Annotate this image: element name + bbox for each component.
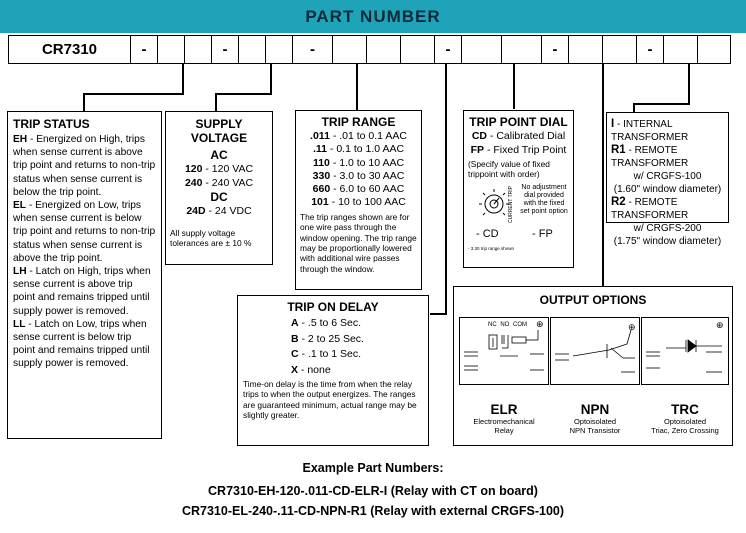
voltage-code: 24D: [186, 205, 206, 217]
range-code: 330: [312, 169, 331, 182]
pn-cell: [333, 36, 367, 63]
relay-schematic-icon: [460, 318, 548, 384]
transformer-desc: (1.60" window diameter): [613, 184, 722, 195]
pn-cell: [158, 36, 185, 63]
pn-cell-dash: -: [212, 36, 239, 63]
transformer-desc: - REMOTE TRANSFORMER: [611, 145, 689, 169]
dial-code: FP: [470, 143, 485, 156]
dc-label: DC: [210, 190, 228, 204]
option-line1: Electromechanical: [473, 417, 535, 426]
dial-item: [468, 130, 569, 144]
trip-status-code: LH: [13, 266, 27, 278]
voltage-code: 120: [184, 163, 203, 175]
supply-voltage-note: All supply voltage tolerances are ± 10 %: [170, 228, 252, 249]
delay-code: X: [291, 363, 299, 376]
pn-cell: [239, 36, 266, 63]
cd-label: - CD: [476, 227, 499, 240]
transformer-code: R2: [611, 196, 626, 208]
trip-status-item: [13, 318, 156, 371]
delay-desc: - .5 to 6 Sec.: [298, 317, 362, 329]
trip-point-dial-box: [463, 110, 574, 268]
fp-label: - FP: [532, 227, 553, 240]
trip-on-delay-title: TRIP ON DELAY: [287, 300, 379, 314]
transformer-desc: - REMOTE TRANSFORMER: [611, 197, 689, 221]
trip-range-item: [300, 143, 417, 156]
pn-cell-dash: -: [131, 36, 158, 63]
trip-status-desc: - Latch on Low, trips when sense current is below trip point and remains tripped until supply power is removed.: [13, 318, 150, 370]
ac-label: AC: [210, 148, 228, 162]
delay-item: [291, 332, 423, 348]
fp-note: No adjustment dial provided with the fixed set point option: [520, 183, 568, 216]
header-title: PART NUMBER: [305, 6, 441, 26]
option-line2: NPN Transistor: [569, 426, 621, 435]
transistor-schematic-icon: [551, 318, 639, 384]
terminal-com-label: COM: [513, 322, 528, 328]
trip-status-desc: - Latch on High, trips when sense current is above trip point and remains tripped until supply power is removed.: [13, 266, 151, 317]
supply-voltage-item: [170, 162, 268, 176]
trip-range-note: The trip ranges shown are for one wire pass through the window opening. The trip range may be proportionally lowered with additional wire passes through the window.: [300, 211, 417, 274]
transformer-code: I: [611, 118, 615, 130]
pn-cell: [401, 36, 435, 63]
range-code: 101: [311, 196, 329, 209]
dial-desc: - Fixed Trip Point: [484, 143, 567, 156]
dial-note: (Specify value of fixed trippoint with order): [468, 159, 550, 180]
terminal-nc-label: NC: [488, 322, 497, 328]
delay-code: B: [291, 332, 299, 345]
pn-cell: [185, 36, 212, 63]
option-line1: Optoisolated: [663, 417, 707, 426]
transformer-item: [611, 118, 724, 144]
trip-point-dial-title: TRIP POINT DIAL: [469, 115, 568, 129]
pn-cell-dash: -: [542, 36, 569, 63]
transformer-desc: w/ CRGFS-200: [633, 223, 702, 234]
range-code: .11: [312, 143, 327, 156]
supply-voltage-item: [170, 204, 268, 218]
dial-item: [468, 144, 569, 158]
range-code: .011: [310, 130, 330, 142]
range-code: 110: [312, 156, 330, 169]
voltage-code: 240: [184, 177, 203, 189]
pn-cell-dash: -: [435, 36, 462, 63]
option-trc: [641, 402, 729, 435]
option-line1: Optoisolated: [573, 417, 617, 426]
trip-status-code: EL: [13, 200, 27, 212]
range-desc: - 10 to 100 AAC: [328, 196, 406, 209]
voltage-desc: - 24 VDC: [205, 205, 252, 217]
dial-desc: - Calibrated Dial: [486, 130, 566, 142]
transformer-item: [611, 196, 724, 248]
transformer-box: [606, 112, 729, 247]
elr-diagram: [459, 317, 549, 385]
trc-diagram: [641, 317, 729, 385]
trip-status-desc: - Energized on High, trips when sense current is above trip point and returns to non-trip status when sense current is below the trip point.: [13, 134, 156, 198]
option-code: NPN: [580, 402, 610, 417]
plus-icon: ⊕: [628, 322, 636, 332]
trip-range-item: [300, 157, 417, 170]
part-number-header: [0, 0, 746, 33]
trip-range-box: [295, 110, 422, 290]
output-options-box: [453, 286, 733, 446]
trip-status-item: [13, 199, 156, 265]
option-code: TRC: [671, 402, 699, 417]
delay-desc: - none: [298, 363, 331, 376]
option-code: ELR: [490, 402, 518, 417]
plus-icon: ⊕: [536, 319, 544, 329]
range-desc: - .01 to 0.1 AAC: [329, 130, 407, 142]
trip-status-desc: - Energized on Low, trips when sense current is below trip point and returns to non-trip status when sense current is above the trip point.: [13, 200, 156, 264]
range-desc: - 1.0 to 10 AAC: [329, 156, 405, 169]
trip-status-code: EH: [13, 134, 28, 145]
voltage-desc: - 240 VAC: [202, 177, 254, 189]
supply-voltage-box: [165, 111, 273, 265]
dial-small-note: - 3.30 trip range shown: [468, 245, 515, 251]
pn-cell-dash: -: [293, 36, 333, 63]
trip-range-title: TRIP RANGE: [321, 115, 396, 129]
trip-status-code: LL: [13, 318, 26, 330]
example-line: CR7310-EH-120-.011-CD-ELR-I (Relay with CT on board): [208, 484, 538, 498]
delay-code: A: [291, 317, 299, 329]
transformer-desc: - INTERNAL TRANSFORMER: [611, 119, 689, 143]
trip-status-item: [13, 265, 156, 318]
part-number-row: [8, 35, 731, 64]
pn-cell-model: CR7310: [9, 36, 131, 63]
supply-voltage-item: [170, 176, 268, 190]
delay-desc: - 2 to 25 Sec.: [298, 332, 364, 345]
plus-icon: ⊕: [716, 320, 724, 330]
option-elr: [459, 402, 549, 435]
option-npn: [550, 402, 640, 435]
range-desc: - 3.0 to 30 AAC: [330, 169, 405, 182]
delay-desc: - .1 to 1 Sec.: [298, 348, 362, 360]
pn-cell: [462, 36, 502, 63]
trip-status-item: [13, 133, 156, 199]
examples-title: Example Part Numbers:: [302, 461, 444, 475]
delay-item: [291, 347, 423, 363]
pn-cell: [664, 36, 698, 63]
trip-status-box: [7, 111, 162, 439]
pn-cell: [502, 36, 542, 63]
delay-item: [291, 363, 423, 379]
transformer-desc: (1.75" window diameter): [613, 236, 722, 247]
trip-on-delay-box: [237, 295, 429, 446]
pn-cell: [603, 36, 637, 63]
dial-code: CD: [471, 130, 487, 142]
npn-diagram: [550, 317, 640, 385]
delay-note: Time-on delay is the time from when the relay trips to when the output energizes. The ranges are guaranteed minimum, actual range may be slightly greater.: [243, 379, 417, 421]
range-code: 660: [312, 183, 331, 196]
range-desc: - 6.0 to 60 AAC: [330, 183, 405, 196]
output-options-title: OUTPUT OPTIONS: [539, 293, 647, 307]
voltage-desc: - 120 VAC: [202, 163, 254, 175]
transformer-code: R1: [611, 144, 626, 156]
option-line2: Relay: [494, 426, 514, 435]
transformer-desc: w/ CRGFS-100: [633, 171, 702, 182]
pn-cell-dash: -: [637, 36, 664, 63]
dial-arc-label: CURRENT TRIP: [508, 185, 514, 223]
trip-range-item: [300, 130, 417, 143]
range-desc: - 0.1 to 1.0 AAC: [326, 143, 405, 156]
terminal-no-label: NO: [500, 322, 510, 328]
delay-code: C: [291, 348, 299, 360]
transformer-item: [611, 144, 724, 196]
supply-voltage-title: SUPPLY VOLTAGE: [190, 117, 248, 145]
pn-cell: [367, 36, 401, 63]
option-line2: Triac, Zero Crossing: [651, 426, 719, 435]
pn-cell: [266, 36, 293, 63]
pn-cell: [569, 36, 603, 63]
pn-cell: [698, 36, 730, 63]
example-line: CR7310-EL-240-.11-CD-NPN-R1 (Relay with external CRGFS-100): [181, 504, 565, 518]
delay-item: [291, 316, 423, 332]
triac-schematic-icon: [642, 318, 728, 384]
dial-illustration: [468, 184, 569, 256]
trip-range-item: [300, 183, 417, 196]
trip-range-item: [300, 170, 417, 183]
trip-range-item: [300, 196, 417, 209]
trip-status-title: TRIP STATUS: [13, 117, 90, 131]
